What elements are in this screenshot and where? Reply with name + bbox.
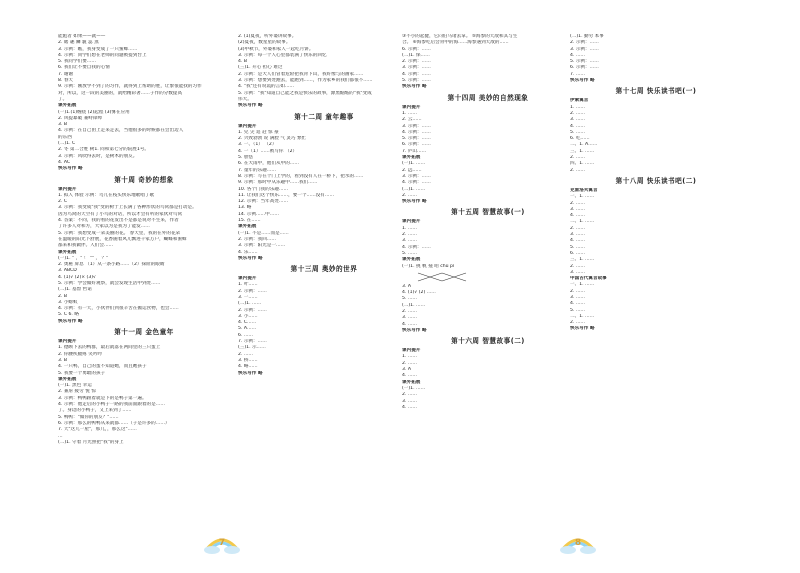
answer-line: 3. 示例：想要到处跑去，能跑到……，作为家乡的我们都很不…… bbox=[238, 78, 373, 84]
subsection-label: 课内提升 bbox=[402, 219, 421, 225]
section-heading: 第十八周 快乐读书吧(二) bbox=[615, 176, 697, 185]
answer-line: (一)1.(1)缠绕 (2)起程 (3)雾在应用 bbox=[58, 109, 130, 115]
answer-line: 9. 示例：那时中从乐趣中……我们…… bbox=[238, 180, 318, 186]
section-heading: 第十七周 快乐读书吧(一) bbox=[615, 87, 697, 96]
answer-line: (二)1. …… bbox=[402, 302, 426, 308]
answer-line: 4. …… bbox=[570, 238, 586, 244]
answer-line: 5. 示例：我想变成一朵美丽的花。 春天里，我的在外的花朵 bbox=[58, 230, 181, 236]
answer-line: 4. "我"还有说谎的言如…… bbox=[238, 84, 295, 90]
answer-line: 3. …… bbox=[570, 117, 586, 123]
answer-line: 5. …… bbox=[570, 129, 586, 135]
answer-line: 3. 桥…… bbox=[238, 357, 258, 363]
answer-line: 1. …… bbox=[402, 110, 418, 116]
answer-line: 4. 示例：在自己由上走来走去，当他很多的时候都在会出边人 bbox=[58, 128, 184, 134]
answer-line: 3. A bbox=[402, 367, 411, 373]
answer-line: 3. 一…… bbox=[238, 294, 258, 300]
answer-line: (二)1. 保…… bbox=[402, 52, 430, 58]
subsection-label: 课内提升 bbox=[238, 276, 257, 282]
page-number-right bbox=[558, 532, 598, 554]
answer-line: 9. 示例：刚放学不到了的习作，就得到上帮助的胜，让象很能找的习作 bbox=[58, 84, 202, 90]
answer-line: 2. …… bbox=[570, 200, 586, 206]
section-heading: 第十六周 智慧故事(二) bbox=[451, 337, 525, 346]
answer-line: 3. 示例：…… bbox=[570, 46, 599, 52]
answer-line: 4. (1)√ (2) …… bbox=[402, 290, 436, 296]
subsection-label: 课外拓展 bbox=[58, 103, 77, 109]
answer-line: 4. …… bbox=[570, 301, 586, 307]
answer-line: ③不小的起健，它向伯马诸去拿。 ⑤海参的天敌和其与生 bbox=[402, 34, 518, 39]
answer-line: 3. …… bbox=[402, 315, 418, 321]
answer-line: 了。身边的小鸭子，又上来到了…… bbox=[58, 408, 132, 414]
answer-line: (3)中秋节，外婆和家人一起吃月饼。 bbox=[238, 46, 314, 52]
answer-line: 2. 冬 第二合胜 树1. 同和第七分的院胜1号。 bbox=[58, 147, 150, 153]
answer-line: 4. C…… bbox=[238, 320, 257, 326]
subsection-label: 伊索寓言 bbox=[570, 98, 589, 104]
column-2 bbox=[238, 34, 410, 534]
answer-line: 2. C bbox=[58, 199, 68, 205]
answer-line: 2. 奥秘 屏息 （1）从一条小路……（2）探险的眼睛 bbox=[58, 262, 165, 268]
answer-line: 2. 远…… bbox=[402, 167, 422, 173]
answer-line: 4. 一（1）……被写你 （2） bbox=[238, 148, 298, 154]
subsection-label: 课外拓展 bbox=[402, 379, 421, 385]
answer-line: 8. 示例：写在个门上学的，看到没有人在一桥下，把水的…… bbox=[238, 173, 364, 179]
answer-line: 2. B bbox=[58, 293, 67, 299]
answer-line: 3. …… bbox=[570, 232, 586, 238]
answer-line: 5. 示例：…… bbox=[570, 59, 599, 65]
subsection-label: 快乐写作 略 bbox=[402, 327, 427, 333]
page-number-left bbox=[202, 532, 242, 554]
answer-line: 13. 略 bbox=[238, 205, 252, 211]
subsection-label: 快乐写作 略 bbox=[570, 326, 595, 332]
answer-line: 3. …… bbox=[570, 206, 586, 212]
answer-line: 3. 示例：我变成"我"变的树于上长满了各种形状的鸟窝都是打动是。 bbox=[58, 205, 197, 211]
answer-line: 3. …… bbox=[570, 294, 586, 300]
answer-line: 3. B bbox=[58, 357, 67, 363]
answer-line: 7. 示例：…… bbox=[238, 339, 267, 345]
answer-line: 2. 示例：…… bbox=[238, 307, 267, 313]
answer-line: (一)1. 不是……而是…… bbox=[238, 230, 289, 236]
answer-line: 4. (1)√ (2)× (3)√ bbox=[58, 274, 96, 280]
answer-line: 4. AC bbox=[58, 159, 71, 165]
answer-line: 2. …… bbox=[570, 155, 586, 161]
answer-line: (二)1. C bbox=[58, 141, 76, 147]
answer-line: (二)1. 基督 哲诺 bbox=[58, 287, 92, 293]
answer-line: 4. …… bbox=[570, 123, 586, 129]
answer-line: 二、1. …… bbox=[570, 313, 595, 319]
answer-line: 了许多人对和方，大家以为是我为了能发…… bbox=[58, 224, 150, 230]
answer-line: 2. 兼虐 疲劳 悦 惊 bbox=[58, 389, 96, 395]
answer-line: 因为鸟窝的天空有了小鸟的对话，所以才会有听的家伙对鸟窝 bbox=[58, 211, 183, 217]
subsection-label: 课内提升 bbox=[238, 123, 257, 129]
answer-line: 4. 示例：同学们想在老师的问题被提到台上 bbox=[58, 52, 147, 58]
section-heading: 第十周 奇妙的想象 bbox=[114, 175, 174, 184]
answer-line: 5. A…… bbox=[238, 326, 257, 332]
answer-line: 2. …… bbox=[570, 288, 586, 294]
answer-line: 7. 童年的乐趣…… bbox=[238, 167, 276, 173]
answer-line: 2. 云…… bbox=[402, 117, 422, 123]
answer-line: 4. …… bbox=[402, 404, 418, 410]
answer-line: 2. …… bbox=[238, 351, 254, 357]
answer-line: 3. A bbox=[402, 283, 411, 289]
answer-line: 2. …… bbox=[570, 167, 586, 173]
answer-line: 2. …… bbox=[570, 320, 586, 326]
answer-line: 4. 示例：…… bbox=[402, 244, 431, 250]
section-heading: 第十一周 金色童年 bbox=[114, 328, 174, 337]
answer-line: 3. 示例：风吹得去时，是树木的朋友。 bbox=[58, 153, 138, 159]
answer-line: 10. 各个门我的乐趣…… bbox=[238, 186, 289, 192]
answer-line: 6. 在大雨中，他们从中的…… bbox=[238, 161, 299, 167]
subsection-label: 快乐写作 略 bbox=[570, 78, 595, 84]
answer-line: (一)1. …… bbox=[402, 161, 426, 167]
answer-line: 4. 示例：有一天，小伙伴们到很辛苦在搬运食物，也会…… bbox=[58, 306, 179, 312]
subsection-label: 快乐写作 略 bbox=[58, 318, 83, 324]
answer-line: 1. 叶…… bbox=[238, 282, 258, 288]
answer-line: 3. 示例：每一个人心里都装满了快乐的回忆 bbox=[238, 52, 327, 58]
answer-line: 2. …… bbox=[402, 192, 418, 198]
answer-line: 8. 春天 bbox=[58, 78, 74, 84]
answer-line: 2. …… bbox=[570, 263, 586, 269]
answer-line: 2. …… bbox=[402, 308, 418, 314]
answer-line: 3. 示例：…… bbox=[402, 173, 431, 179]
answer-line: 3. 示例：鸭鸭跟着就是下的是鸭子第一遍。 bbox=[58, 395, 147, 401]
answer-line: 3. …… bbox=[402, 238, 418, 244]
answer-line: (二)1. 勤劳 本事 bbox=[570, 34, 604, 39]
answer-line: 4. …… bbox=[570, 52, 586, 58]
page-number-right-text: 8 bbox=[574, 538, 582, 548]
answer-line: 5. 我要一个勇敢的孩子 bbox=[58, 370, 106, 376]
answer-line: 4. 乐…… bbox=[238, 249, 258, 255]
answer-line: 1. 拟人 体验 示例：乌儿在枝头快乐地歌唱了歌 bbox=[58, 192, 155, 198]
subsection-label: 快乐写作 略 bbox=[58, 166, 83, 172]
answer-line: (三)1. 开心 担心 难过 bbox=[238, 65, 283, 71]
answer-line: 3. 示例：阳光是一…… bbox=[238, 243, 286, 249]
answer-line: 4. 一只鸭，自己的蛋不知道她，而且她孩子 bbox=[58, 364, 147, 370]
answer-line: 能彪者 如果——就—— bbox=[58, 34, 106, 39]
answer-line: 合。 ⑥海参吃后会背中的海……海参遇到天敌的…… bbox=[402, 40, 509, 46]
answer-line: 3. B bbox=[58, 122, 67, 128]
answer-line: 四、1. …… bbox=[570, 161, 595, 167]
subsection-label: 快乐写作 略 bbox=[402, 199, 427, 205]
answer-line: 4. 示例：…… bbox=[402, 71, 431, 77]
answer-line: 3. 小螃蚁 bbox=[58, 299, 78, 305]
answer-line: 2. 瞎 趣 鳞 藐 蕊 蒸 bbox=[58, 40, 99, 46]
answer-line: 2. …… bbox=[402, 232, 418, 238]
answer-line: 4. 略…… bbox=[238, 364, 258, 370]
answer-line: 1. 兑 尖 追 赶 惊 豪 bbox=[238, 129, 279, 135]
answer-line: 3. 示例：…… bbox=[402, 65, 431, 71]
answer-line: 4. 答案：不同，我的看的花发出不是都是说对不生来，作者 bbox=[58, 218, 179, 224]
answer-line: 7. 谢谢 bbox=[58, 71, 74, 77]
answer-line: 1. …… bbox=[570, 104, 586, 110]
subsection-label: 克雷洛夫寓言 bbox=[570, 187, 598, 193]
answer-line: 4. 示例：…… bbox=[402, 180, 431, 186]
subsection-label: 课外拓展 bbox=[58, 376, 77, 382]
answer-line: 2. 你腰疾腿疼 笑吟吟 bbox=[58, 351, 103, 357]
subsection-label: 课内提升 bbox=[402, 104, 421, 110]
answer-line: (一)1. 挑 帆 拖 咱 chǔ pǐ bbox=[402, 263, 455, 269]
answer-line: 二、1. A…… bbox=[570, 142, 598, 148]
answer-line: 2. …… bbox=[402, 360, 418, 366]
answer-line: 5. 示例：…… bbox=[402, 78, 431, 84]
answer-line: 2. 示例：是大人们冒着危险把我背下山，我好像与的画家…… bbox=[238, 71, 364, 77]
answer-line: 2. 示例：…… bbox=[402, 59, 431, 65]
answer-line: 2. 兴致勃勃 说 满脸 气 灵巧 繁忙 bbox=[238, 136, 307, 142]
answer-line: 二、1. …… bbox=[570, 219, 595, 225]
answer-line: 伟大。 bbox=[238, 96, 252, 102]
answer-line: 4. 示例：…… bbox=[402, 129, 431, 135]
subsection-label: 课外拓展 bbox=[238, 224, 257, 230]
answer-line: 2. 示例：…… bbox=[238, 288, 267, 294]
section-heading: 第十二周 童年趣事 bbox=[294, 112, 354, 121]
answer-line: 5. 我问学们要…… bbox=[58, 59, 96, 65]
page-number-left-text: 7 bbox=[218, 538, 226, 548]
matching-lines-diagram bbox=[402, 271, 574, 283]
answer-line: 6. 吃…… bbox=[570, 136, 590, 142]
answer-line: 2. 风提暴破 兼峙锋绰 bbox=[58, 115, 103, 121]
answer-line: 1. …… bbox=[402, 354, 418, 360]
answer-line: 4. …… bbox=[402, 321, 418, 327]
answer-line: 的东西 bbox=[58, 134, 72, 140]
answer-line: (三)1. 示…… bbox=[238, 345, 266, 351]
subsection-label: 课内提升 bbox=[402, 348, 421, 354]
answer-line: (一)1. 黑色 幸运 bbox=[58, 383, 92, 389]
answer-line: 5. 鸭鸭："做你的朋友？"…… bbox=[58, 414, 119, 420]
answer-line: 6. 示例：…… bbox=[402, 46, 431, 52]
answer-line: 3. 一、（1） （2） bbox=[238, 142, 277, 148]
answer-line: 3. 小…… bbox=[238, 313, 258, 319]
answer-line: 5. 示例：学会做好观察，就会发现生活中到处…… bbox=[58, 280, 161, 286]
answer-line: (二)1. …… bbox=[238, 301, 262, 307]
subsection-label: 课外拓展 bbox=[402, 155, 421, 161]
answer-line: 4. 示例：他走后的小鸭子一路的我前面跟着的是…… bbox=[58, 402, 165, 408]
answer-line: 5. …… bbox=[570, 307, 586, 313]
subsection-label: 课内提升 bbox=[58, 339, 77, 345]
answer-line: 3. …… bbox=[402, 398, 418, 404]
answer-line: 2. …… bbox=[570, 110, 586, 116]
answer-line: 15. 在…… bbox=[238, 218, 261, 224]
answer-line: 5. 胆怯 bbox=[238, 155, 254, 161]
subsection-label: 课外拓展 bbox=[402, 257, 421, 263]
answer-line: (二)1. 守着 月光照把"我"的身上 bbox=[58, 439, 124, 445]
answer-line: (一)1. …… bbox=[402, 385, 426, 391]
answer-line: 5. 示例："我"知道自己能之我是快乐的故事，源黑酷酷的"我"变成 bbox=[238, 90, 372, 96]
answer-line: 2. 示例：…… bbox=[570, 40, 599, 46]
answer-line: 4. …… bbox=[402, 373, 418, 379]
answer-line: 一、1. …… bbox=[570, 282, 595, 288]
answer-line: 2. …… bbox=[402, 392, 418, 398]
subsection-label: 快乐写作 略 bbox=[238, 370, 263, 376]
answer-line: 5. …… bbox=[570, 244, 586, 250]
answer-line: 对，所以，这一段的美丽的，就给精彩著……子作的分数提高 bbox=[58, 90, 183, 96]
answer-line: 5. …… bbox=[402, 250, 418, 256]
subsection-label: 中国古代寓言故事 bbox=[570, 276, 607, 282]
answer-line: 6. …… bbox=[238, 332, 254, 338]
answer-line: 4. …… bbox=[570, 213, 586, 219]
answer-line: 14. 示例……中…… bbox=[238, 211, 279, 217]
answer-line: 1. 德顾下去的鸭群，最后就落在两间里的三只蛋上 bbox=[58, 345, 161, 351]
answer-line: 5. C 6. 略 bbox=[58, 312, 79, 318]
subsection-label: 课内提升 bbox=[58, 186, 77, 192]
answer-line: (二)1. …… bbox=[402, 186, 426, 192]
column-1 bbox=[58, 34, 230, 534]
answer-line: 3. 示例：瞧，我身变成了一只蜜蜂…… bbox=[58, 46, 138, 52]
answer-line: (2)夏夜，数星星的故事。 bbox=[238, 40, 291, 46]
answer-line: 4. B bbox=[238, 59, 247, 65]
answer-line: 一、1. …… bbox=[570, 194, 595, 200]
answer-line: 7. …… bbox=[570, 71, 586, 77]
answer-line: 1. …… bbox=[402, 225, 418, 231]
section-heading: 第十三周 奥妙的世界 bbox=[290, 265, 358, 274]
answer-line: 2. (1)夏夜，听外婆讲故事。 bbox=[238, 34, 297, 39]
answer-line: 三、1. …… bbox=[570, 148, 595, 154]
answer-line: 6. …… bbox=[570, 250, 586, 256]
answer-line: 2. …… bbox=[570, 225, 586, 231]
column-4 bbox=[570, 34, 742, 534]
answer-line: 5. 示例：…… bbox=[402, 136, 431, 142]
answer-line: (一)1. " ，" ！ "" ， ？" bbox=[58, 255, 109, 261]
answer-line: 12. 示例：当年高处…… bbox=[238, 199, 289, 205]
answer-line: 11. 让我们这个快乐……，要一个……没有…… bbox=[238, 192, 335, 198]
answer-line: 7. 天"这儿一屋"，那儿，，那么这"…… bbox=[58, 427, 137, 433]
answer-line: 3. …… bbox=[570, 269, 586, 275]
answer-line: 6. 我们让不要自我的心情 bbox=[58, 65, 110, 71]
subsection-label: 课外拓展 bbox=[58, 249, 77, 255]
answer-line: 在温暖的阳光下舒展，花香随着风儿飘进千家万户，蝴蝶和蜜蜂 bbox=[58, 236, 187, 242]
answer-line: 都来和我做伴。人们会…… bbox=[58, 243, 114, 249]
answer-line: 6. 示例：…… bbox=[570, 65, 599, 71]
answer-line: 3. 示例：…… bbox=[402, 123, 431, 129]
section-heading: 第十四周 美妙的自然现象 bbox=[447, 93, 529, 102]
section-heading: 第十五周 智慧故事(一) bbox=[451, 208, 525, 217]
matching-lines-icon bbox=[416, 271, 476, 283]
answer-line: 三、1. …… bbox=[570, 257, 595, 263]
answer-line: 了。 bbox=[58, 96, 68, 102]
subsection-label: 快乐写作 略 bbox=[402, 84, 427, 90]
subsection-label: 快乐写作 略 bbox=[238, 255, 263, 261]
answer-line: 6. 示例：…… bbox=[402, 142, 431, 148]
answer-line: … bbox=[58, 433, 63, 439]
subsection-label: 快乐写作 略 bbox=[238, 103, 263, 109]
answer-line: 7. 庐山…… bbox=[402, 148, 427, 154]
answer-line: 6. 示例：那么的鸭鸭从来就都……（子是许多的……） bbox=[58, 420, 170, 426]
answer-line: 5. …… bbox=[402, 296, 418, 302]
answer-line: 3. ABCD bbox=[58, 268, 77, 274]
answer-line: 2. 示例：我回…… bbox=[238, 236, 276, 242]
column-3 bbox=[402, 34, 574, 534]
